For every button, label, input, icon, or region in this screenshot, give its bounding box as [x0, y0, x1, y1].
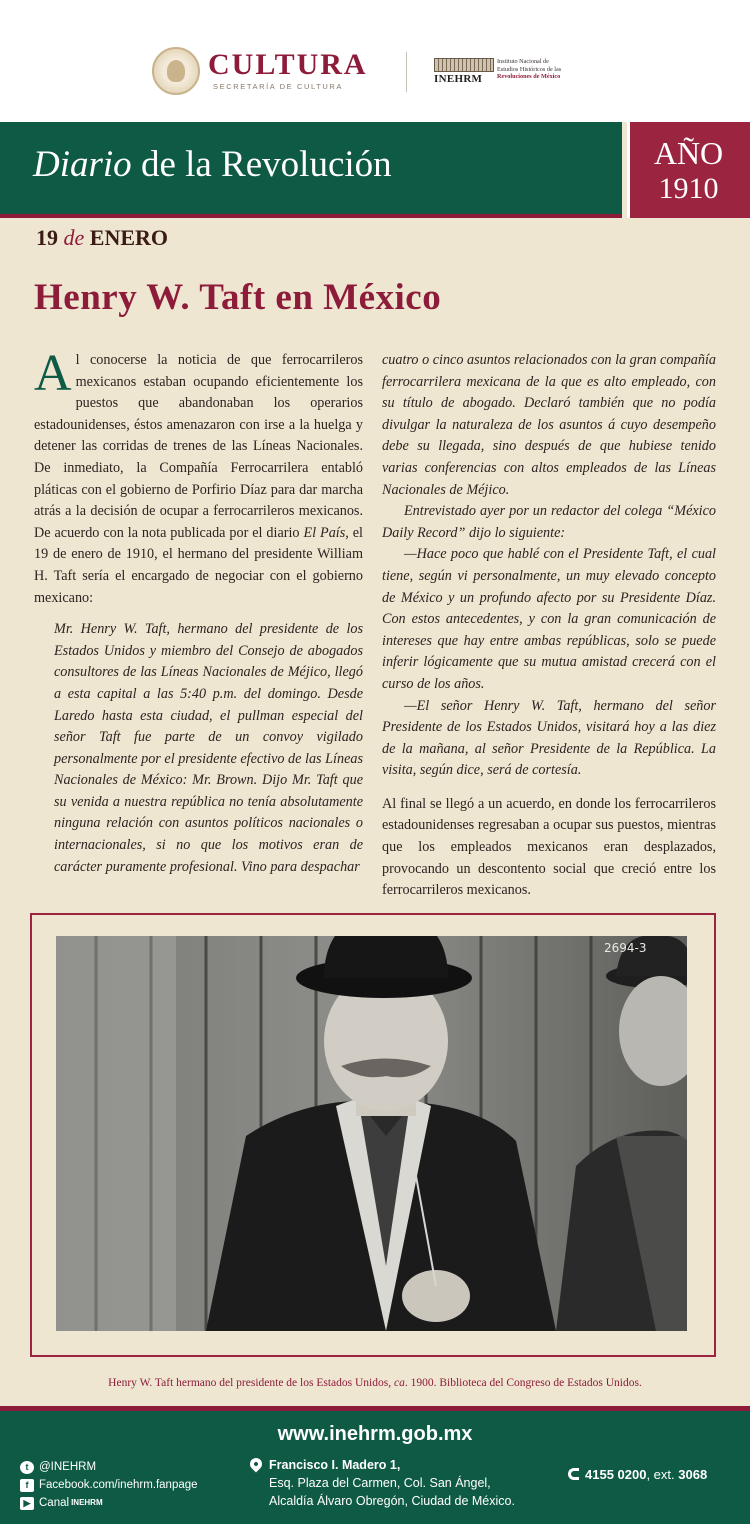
address-block — [250, 1456, 515, 1510]
date-de: de — [63, 225, 85, 250]
youtube-icon: ▶ — [20, 1497, 34, 1510]
youtube-link[interactable] — [20, 1494, 198, 1512]
social-links — [20, 1458, 198, 1512]
intro-text-b: , el 19 de enero de 1910, el hermano del presidente William H. Taft sería el encargado de negociar con el gobierno mexicano: — [34, 524, 363, 606]
historic-photo — [56, 936, 687, 1331]
national-seal-icon — [152, 47, 200, 95]
date-month: ENERO — [89, 225, 169, 250]
intro-text-a: l conocerse la noticia de que ferrocarrileros mexicanos estaban ocupando eficientemente los puestos que abandonaban los operarios estadounidenses, éstos amenazaron con irse a la huelga y detener las corridas de trenes de las Líneas Nacionales. De inmediato, la Compañía Ferrocarrilera entabló pláticas con el gobierno de Porfirio Díaz para dar marcha atrás a la decisión de ocupar a ferrocarrileros mexicanos. De acuerdo con la nota publicada por el diario — [34, 352, 363, 541]
quote-part-2: Entrevistado ayer por un redactor del colega “México Daily Record” dijo lo siguiente: — [382, 503, 716, 541]
dateline — [36, 225, 168, 251]
inehrm-building-icon — [434, 58, 494, 72]
year-label: AÑO — [653, 135, 724, 171]
facebook-icon: f — [20, 1479, 34, 1492]
banner-title-rest: de la Revolución — [131, 144, 392, 185]
twitter-handle: @INEHRM — [39, 1461, 97, 1473]
caption-circa: ca — [393, 1377, 405, 1389]
phone-icon — [568, 1468, 579, 1480]
phone-main: 4155 0200 — [585, 1467, 647, 1482]
cultura-logo: CULTURA — [208, 48, 368, 81]
inehrm-line-1: Instituto Nacional de — [497, 58, 549, 65]
twitter-link[interactable] — [20, 1458, 198, 1476]
article-closing: Al final se llegó a un acuerdo, en donde los ferrocarrileros estadounidenses regresaban a ocupar sus puestos, mientras que los empleados mexicanos eran desplazados, provocando un descontento social que creció entre los ferrocarrileros mexicanos. — [382, 795, 716, 899]
banner-underline — [0, 214, 622, 218]
inehrm-name — [497, 58, 577, 81]
logo-divider — [406, 52, 407, 92]
phone-ext: 3068 — [678, 1467, 708, 1482]
date-day: 19 — [36, 225, 58, 250]
year-value: 1910 — [658, 172, 719, 205]
photo-handwritten-number: 2694-3 — [604, 941, 647, 955]
caption-text-a: Henry W. Taft hermano del presidente de los Estados Unidos, — [108, 1377, 394, 1389]
quote-part-1-continued: cuatro o cinco asuntos relacionados con la gran compañía ferrocarrilera mexicana de la que es alto empleado, con su título de abogado. Declaró también que no podía divulgar la naturaleza de los asuntos á cuyo desempeño debe su llegada, sino después de que hubiese tenido varias conferencias con altos empleados de las Líneas Nacionales de Méjico. — [382, 352, 716, 498]
article-intro — [34, 345, 363, 609]
article-column-1 — [34, 345, 363, 878]
newspaper-name: El País — [303, 524, 346, 541]
website-link[interactable]: www.inehrm.gob.mx — [277, 1423, 473, 1445]
inehrm-line-3: Revoluciones de México — [497, 73, 561, 80]
phone-number[interactable] — [568, 1467, 707, 1482]
caption-text-b: . 1900. Biblioteca del Congreso de Estados Unidos. — [404, 1377, 642, 1389]
address-line-3: Alcaldía Álvaro Obregón, Ciudad de México. — [269, 1494, 515, 1508]
twitter-icon: t — [20, 1461, 34, 1474]
inehrm-logo: INEHRM — [434, 73, 483, 85]
youtube-label: Canal — [39, 1497, 70, 1509]
inehrm-line-2: Estudios Históricos de las — [497, 65, 562, 73]
facebook-url: Facebook.com/inehrm.fanpage — [39, 1479, 198, 1491]
quote-part-3: —Hace poco que hablé con el Presidente Taft, el cual tiene, según vi personalmente, un muy elevado concepto de México y un profundo afecto por su Presidente Díaz. Con estos antecedentes, y con la gran comunicación de intereses que hay entre ambas repúblicas, solo se puede inferir lógicamente que su mutua amistad crecerá con el curso de los años. — [382, 546, 716, 692]
youtube-channel: INEHRM — [71, 1498, 103, 1507]
banner-title — [33, 143, 392, 186]
article-column-2 — [382, 350, 716, 902]
phone-ext-label: , ext. — [646, 1467, 679, 1482]
address-line-1: Francisco I. Madero 1, — [269, 1458, 401, 1472]
photo-caption — [0, 1377, 750, 1389]
photo-illustration — [56, 936, 687, 1331]
banner-title-italic: Diario — [33, 144, 132, 185]
quote-part-4: —El señor Henry W. Taft, hermano del señor Presidente de los Estados Unidos, visitará hoy a las diez de la mañana, al señor Presidente de la República. La visita, según dice, será de cortesía. — [382, 697, 716, 779]
address-line-2: Esq. Plaza del Carmen, Col. San Ángel, — [269, 1476, 491, 1490]
facebook-link[interactable] — [20, 1476, 198, 1494]
header-bar — [0, 0, 750, 122]
drop-cap: A — [34, 345, 72, 402]
quote-part-1: Mr. Henry W. Taft, hermano del presidente de los Estados Unidos y miembro del Consejo de abogados consultores de las Líneas Nacionales de Méjico, llegó a esta capital a las 5:40 p.m. del domingo. Desde Laredo hasta esta ciudad, el pullman especial del señor Taft fue parte de un convoy vigilado personalmente por el presidente efectivo de las Líneas Nacionales de México: Mr. Brown. Dijo Mr. Taft que su venida a nuestra república no tenía absolutamente ninguna relación con asuntos políticos nacionales o internacionales, si no que los motivos eran de carácter puramente profesional. Vino para despachar — [54, 621, 363, 875]
headline: Henry W. Taft en México — [34, 277, 442, 318]
cultura-subtitle: SECRETARÍA DE CULTURA — [213, 82, 344, 91]
